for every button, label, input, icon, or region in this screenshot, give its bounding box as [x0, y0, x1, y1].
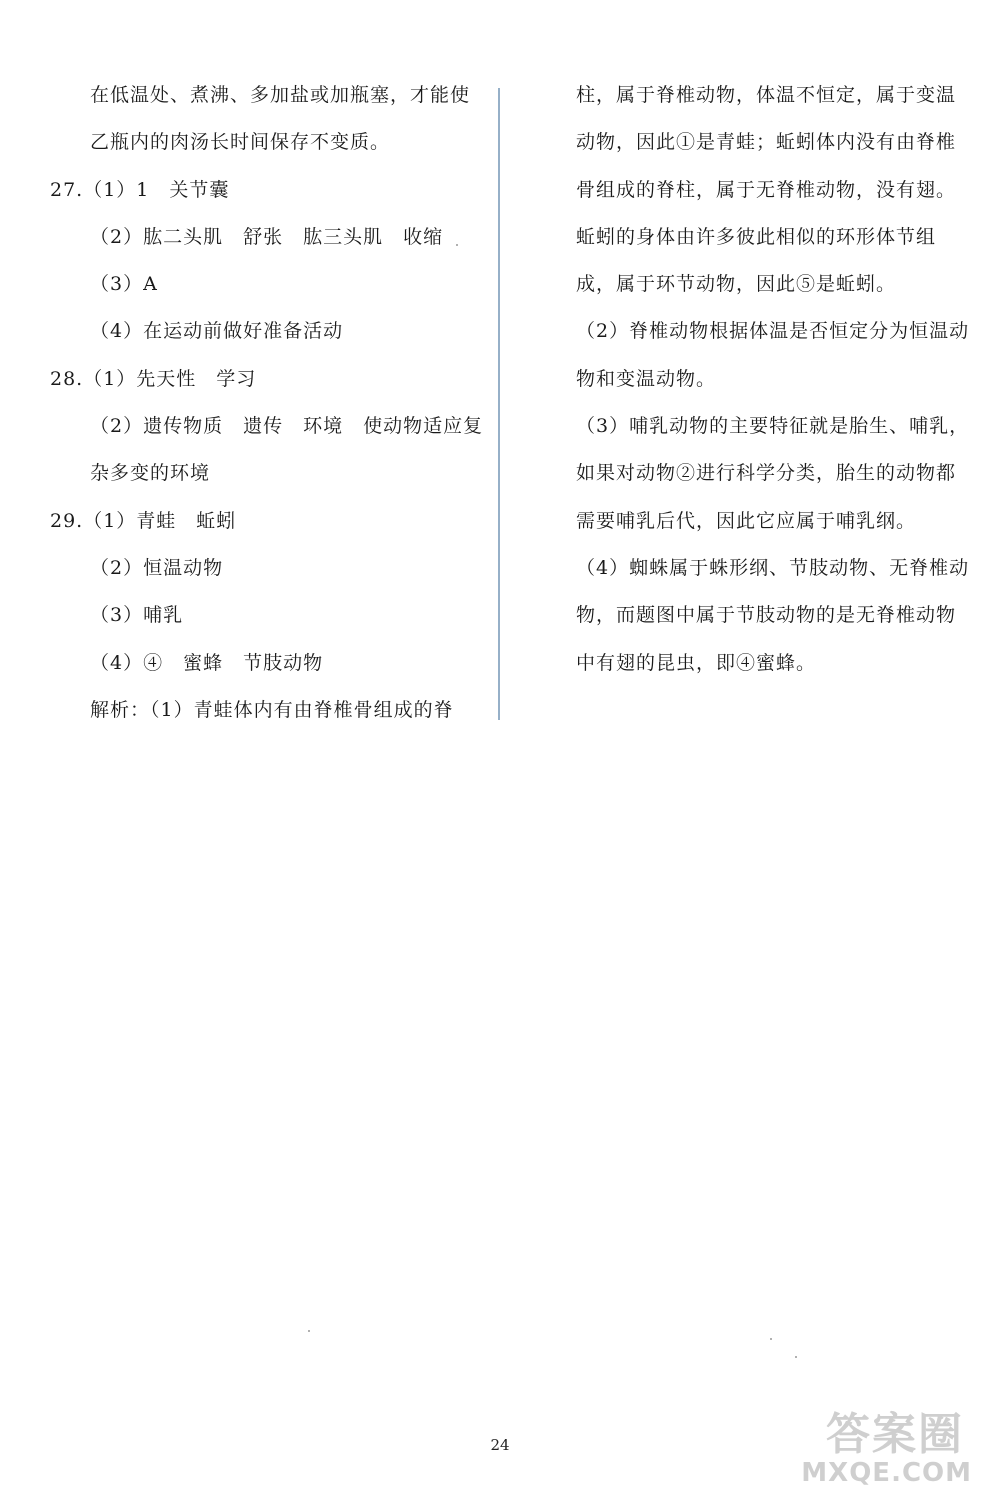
left-text-line: 解析：（1）青蛙体内有由脊椎骨组成的脊 — [90, 698, 454, 721]
left-column — [50, 72, 484, 734]
right-text-line: 如果对动物②进行科学分类，胎生的动物都 — [576, 462, 957, 485]
page-number: 24 — [490, 1436, 510, 1454]
scan-speck — [795, 1356, 797, 1358]
left-text-line: （4）④ 蜜蜂 节肢动物 — [90, 651, 324, 674]
left-text-line: （3）A — [90, 273, 158, 296]
scan-speck — [456, 244, 458, 246]
left-text-line: 在低温处、煮沸、多加盐或加瓶塞，才能使 — [90, 84, 471, 106]
right-text-line: 成，属于环节动物，因此⑤是蚯蚓。 — [576, 273, 897, 296]
left-text-line: 杂多变的环境 — [90, 462, 211, 485]
watermark-logo-cn: 答案圈 — [826, 1409, 964, 1460]
right-text-line: （2）脊椎动物根据体温是否恒定分为恒温动 — [576, 320, 970, 343]
right-column — [576, 72, 970, 687]
right-text-line: （4）蜘蛛属于蛛形纲、节肢动物、无脊椎动 — [576, 556, 970, 579]
left-text-line: 27.（1）1 关节囊 — [50, 178, 230, 201]
right-text-line: 柱，属于脊椎动物，体温不恒定，属于变温 — [576, 84, 957, 106]
column-divider — [498, 88, 500, 720]
left-text-line: 28.（1）先天性 学习 — [50, 367, 257, 390]
right-text-line: 动物，因此①是青蛙；蚯蚓体内没有由脊椎 — [576, 131, 957, 154]
right-text-line: 中有翅的昆虫，即④蜜蜂。 — [576, 651, 817, 674]
left-text-line: 乙瓶内的肉汤长时间保存不变质。 — [90, 131, 391, 154]
left-text-line: （2）肱二头肌 舒张 肱三头肌 收缩 — [90, 225, 444, 248]
left-text-line: 29.（1）青蛙 蚯蚓 — [50, 509, 237, 532]
scan-speck — [770, 1338, 772, 1340]
right-text-line: 蚯蚓的身体由许多彼此相似的环形体节组 — [576, 225, 937, 248]
left-text-line: （4）在运动前做好准备活动 — [90, 320, 344, 343]
scan-speck — [308, 1330, 310, 1332]
watermark-logo-en: MXQE.COM — [801, 1458, 972, 1488]
left-text-line: （2）恒温动物 — [90, 556, 224, 579]
left-text-line: （2）遗传物质 遗传 环境 使动物适应复 — [90, 415, 484, 438]
right-text-line: （3）哺乳动物的主要特征就是胎生、哺乳， — [576, 415, 970, 438]
left-text-line: （3）哺乳 — [90, 604, 184, 627]
right-text-line: 骨组成的脊柱，属于无脊椎动物，没有翅。 — [576, 178, 957, 201]
right-text-line: 物，而题图中属于节肢动物的是无脊椎动物 — [576, 604, 957, 627]
right-text-line: 物和变温动物。 — [576, 367, 717, 390]
watermark-logo — [786, 1398, 986, 1488]
right-text-line: 需要哺乳后代，因此它应属于哺乳纲。 — [576, 509, 917, 532]
